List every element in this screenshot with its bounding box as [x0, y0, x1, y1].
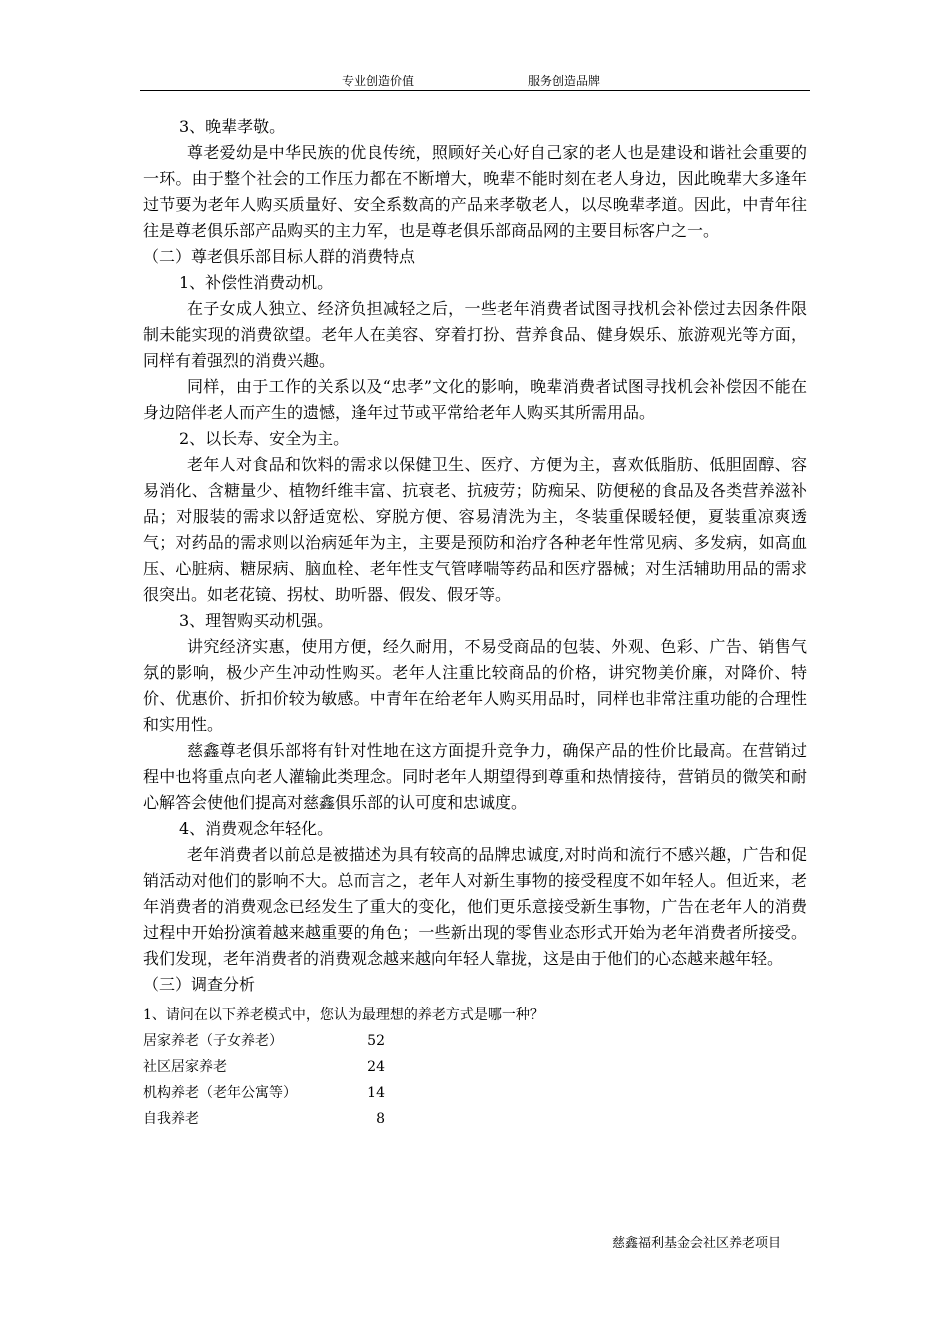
paragraph-rational-purchase-2: 慈鑫尊老俱乐部将有针对性地在这方面提升竞争力，确保产品的性价比最高。在营销过程中也将重点向老人灌输此类理念。同时老年人期望得到尊重和热情接待，营销员的微笑和耐心解答会使他们提高对慈鑫俱乐部的认可度和忠诚度。 [143, 741, 807, 812]
heading-younger-mindset: 4、消费观念年轻化。 [179, 819, 334, 838]
survey-option-row [143, 1028, 807, 1054]
document-body [143, 114, 807, 1132]
survey-option-value: 24 [367, 1059, 385, 1075]
survey-option-value: 52 [367, 1033, 385, 1049]
survey-block [143, 1002, 807, 1132]
heading-rational-purchase: 3、理智购买动机强。 [179, 611, 334, 630]
paragraph-longevity-safety: 老年人对食品和饮料的需求以保健卫生、医疗、方便为主，喜欢低脂肪、低胆固醇、容易消化、含糖量少、植物纤维丰富、抗衰老、抗疲劳；防痴呆、防便秘的食品及各类营养滋补品；对服装的需求以舒适宽松、穿脱方便、容易清洗为主，冬装重保暖轻便，夏装重凉爽透气；对药品的需求则以治病延年为主，主要是预防和治疗各种老年性常见病、多发病，如高血压、心脏病、糖尿病、脑血栓、老年性支气管哮喘等药品和医疗器械；对生活辅助用品的需求很突出。如老花镜、拐杖、助听器、假发、假牙等。 [143, 455, 807, 604]
paragraph-compensatory-2: 同样，由于工作的关系以及“忠孝”文化的影响，晚辈消费者试图寻找机会补偿因不能在身边陪伴老人而产生的遗憾，逢年过节或平常给老年人购买其所需用品。 [143, 377, 807, 422]
survey-option-label: 居家养老（子女养老） [143, 1033, 283, 1049]
survey-option-label: 自我养老 [143, 1111, 199, 1127]
survey-option-row [143, 1080, 807, 1106]
paragraph-filial-piety: 尊老爱幼是中华民族的优良传统，照顾好关心好自己家的老人也是建设和谐社会重要的一环。由于整个社会的工作压力都在不断增大，晚辈不能时刻在老人身边，因此晚辈大多逢年过节要为老年人购买质量好、安全系数高的产品来孝敬老人，以尽晚辈孝道。因此，中青年往往是尊老俱乐部产品购买的主力军，也是尊老俱乐部商品网的主要目标客户之一。 [143, 143, 807, 240]
section-title-survey: （三）调查分析 [143, 975, 256, 994]
survey-option-row [143, 1106, 807, 1132]
survey-option-value: 14 [367, 1085, 385, 1101]
paragraph-compensatory-1: 在子女成人独立、经济负担减轻之后，一些老年消费者试图寻找机会补偿过去因条件限制未能实现的消费欲望。老年人在美容、穿着打扮、营养食品、健身娱乐、旅游观光等方面，同样有着强烈的消费兴趣。 [143, 299, 807, 370]
page-footer: 慈鑫福利基金会社区养老项目 [612, 1236, 782, 1251]
section-title-consumption-traits: （二）尊老俱乐部目标人群的消费特点 [143, 247, 416, 266]
header-slogan-right: 服务创造品牌 [528, 74, 601, 88]
survey-option-label: 机构养老（老年公寓等） [143, 1085, 297, 1101]
heading-younger-generation: 3、晚辈孝敬。 [179, 117, 286, 136]
page-header [140, 72, 810, 91]
heading-longevity-safety: 2、以长寿、安全为主。 [179, 429, 350, 448]
paragraph-rational-purchase-1: 讲究经济实惠，使用方便，经久耐用，不易受商品的包装、外观、色彩、广告、销售气氛的影响，极少产生冲动性购买。老年人注重比较商品的价格，讲究物美价廉，对降价、特价、优惠价、折扣价较为敏感。中青年在给老年人购买用品时，同样也非常注重功能的合理性和实用性。 [143, 637, 807, 734]
survey-question: 1、请问在以下养老模式中，您认为最理想的养老方式是哪一种？ [143, 1007, 544, 1023]
survey-option-row [143, 1054, 807, 1080]
survey-option-value: 8 [376, 1111, 385, 1127]
header-slogan-left: 专业创造价值 [342, 74, 415, 88]
paragraph-younger-mindset: 老年消费者以前总是被描述为具有较高的品牌忠诚度,对时尚和流行不感兴趣，广告和促销活动对他们的影响不大。总而言之，老年人对新生事物的接受程度不如年轻人。但近来，老年消费者的消费观念已经发生了重大的变化，他们更乐意接受新生事物，广告在老年人的消费过程中开始扮演着越来越重要的角色；一些新出现的零售业态形式开始为老年消费者所接受。我们发现，老年消费者的消费观念越来越向年轻人靠拢，这是由于他们的心态越来越年轻。 [143, 845, 807, 968]
heading-compensatory-consumption: 1、补偿性消费动机。 [179, 273, 334, 292]
survey-option-label: 社区居家养老 [143, 1059, 227, 1075]
